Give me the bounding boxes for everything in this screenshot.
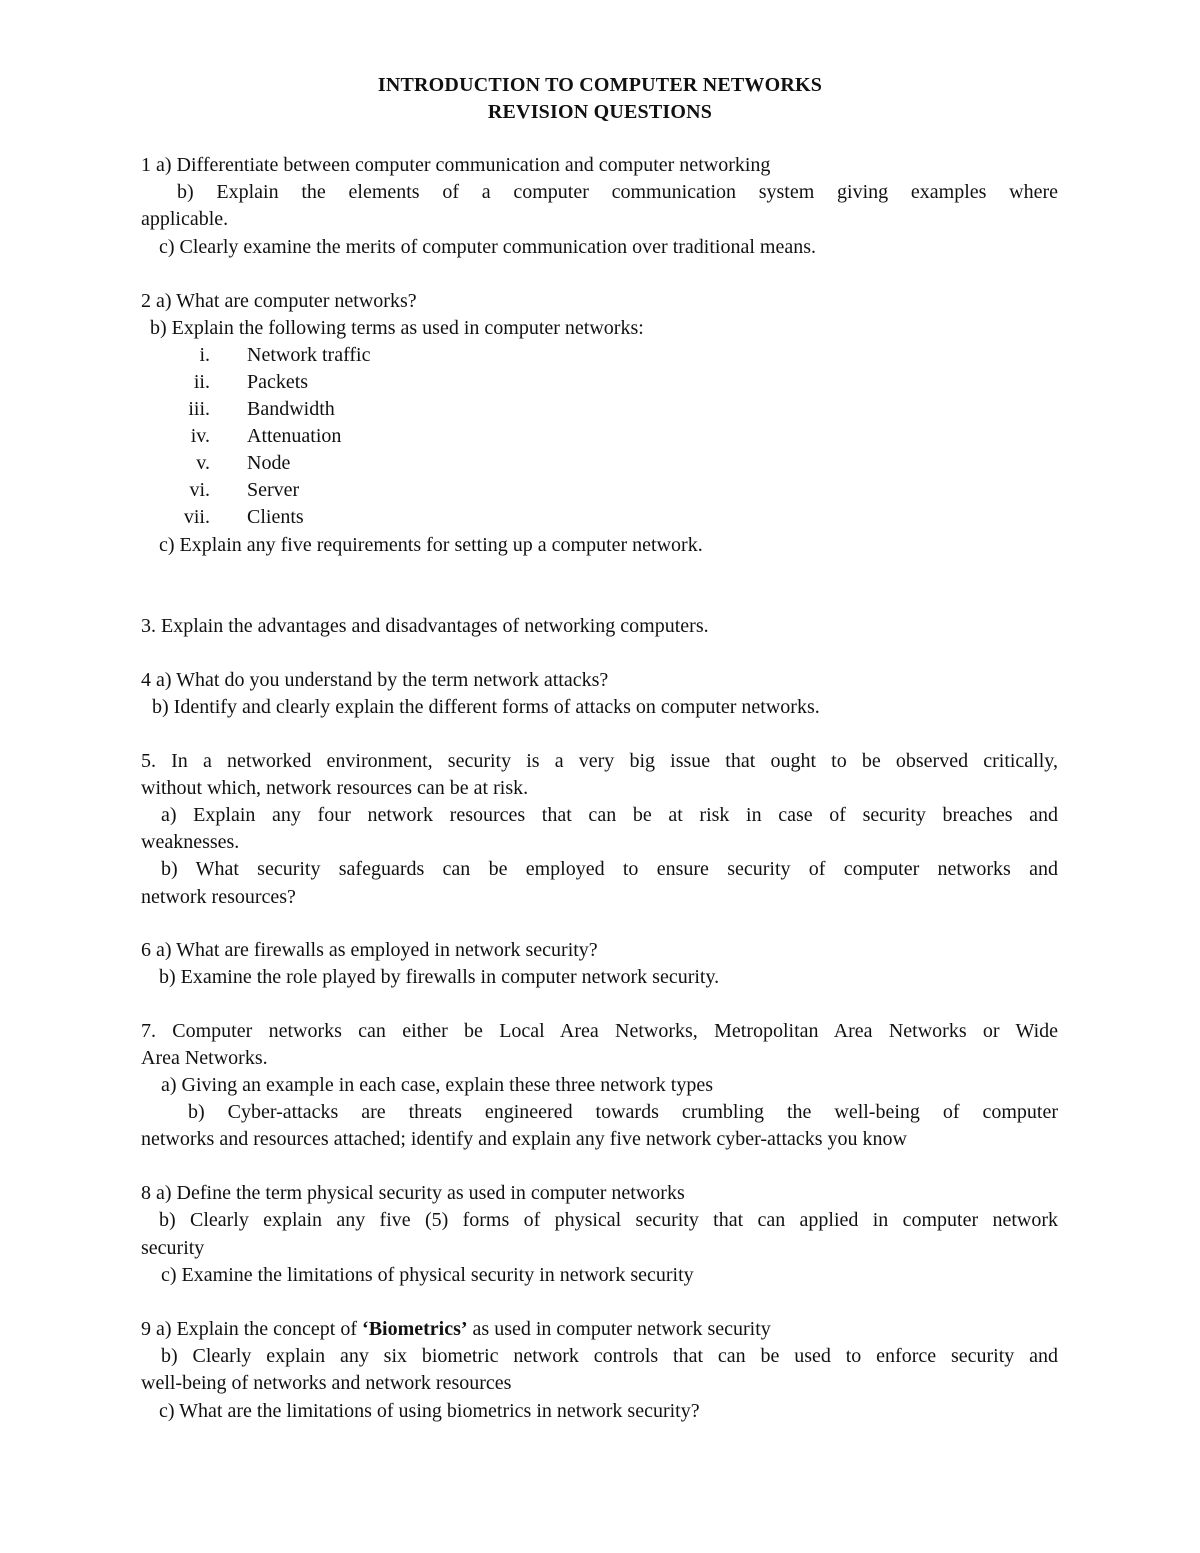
q9-part-b-line1: b) Clearly explain any six biometric network controls that can be used to enforce security and — [161, 1345, 1058, 1367]
term-number: i. — [199, 344, 210, 366]
term-text: Attenuation — [247, 425, 342, 447]
document-subtitle: REVISION QUESTIONS — [487, 101, 713, 123]
term-text: Packets — [247, 371, 309, 393]
q5-line2: without which, network resources can be at risk. — [141, 777, 529, 799]
q9-part-a — [141, 1316, 771, 1343]
q5-part-a-line2: weaknesses. — [141, 831, 240, 853]
q7-part-a: a) Giving an example in each case, explain these three network types — [161, 1074, 714, 1096]
term-number: iv. — [190, 425, 210, 447]
q7-part-b-line1: b) Cyber-attacks are threats engineered towards crumbling the well-being of computer — [188, 1101, 1058, 1123]
q9-part-b-line2: well-being of networks and network resources — [141, 1372, 512, 1394]
q8-part-a: 8 a) Define the term physical security as used in computer networks — [141, 1182, 685, 1204]
q7-line2: Area Networks. — [141, 1047, 268, 1069]
q5-part-b-line1: b) What security safeguards can be employed to ensure security of computer networks and — [161, 858, 1058, 880]
q5-part-b-line2: network resources? — [141, 886, 296, 908]
q2-part-c: c) Explain any five requirements for setting up a computer network. — [159, 534, 703, 556]
q1-part-a: 1 a) Differentiate between computer communication and computer networking — [141, 154, 771, 176]
term-number: ii. — [193, 371, 210, 393]
q1-part-b-line1: b) Explain the elements of a computer communication system giving examples where — [177, 181, 1058, 203]
q4-part-a: 4 a) What do you understand by the term network attacks? — [141, 669, 609, 691]
q3: 3. Explain the advantages and disadvantages of networking computers. — [141, 615, 709, 637]
document-title: INTRODUCTION TO COMPUTER NETWORKS — [377, 74, 823, 96]
q2-part-a: 2 a) What are computer networks? — [141, 290, 417, 312]
q4-part-b: b) Identify and clearly explain the different forms of attacks on computer networks. — [152, 696, 820, 718]
q2-part-b: b) Explain the following terms as used in computer networks: — [150, 317, 644, 339]
q5-part-a-line1: a) Explain any four network resources that can be at risk in case of security breaches and — [161, 804, 1058, 826]
q1-part-b-line2: applicable. — [141, 208, 229, 230]
q8-part-c: c) Examine the limitations of physical security in network security — [161, 1264, 694, 1286]
term-text: Clients — [247, 506, 304, 528]
q8-part-b-line1: b) Clearly explain any five (5) forms of physical security that can applied in computer network — [159, 1209, 1058, 1231]
q9-part-a-pre: 9 a) Explain the concept of — [141, 1318, 363, 1340]
q8-part-b-line2: security — [141, 1237, 205, 1259]
q7-part-b-line2: networks and resources attached; identify and explain any five network cyber-attacks you know — [141, 1128, 907, 1150]
biometrics-term: ‘Biometrics’ — [362, 1318, 468, 1340]
term-number: v. — [196, 452, 210, 474]
term-number: vii. — [183, 506, 210, 528]
term-text: Network traffic — [247, 344, 371, 366]
q7-line1: 7. Computer networks can either be Local Area Networks, Metropolitan Area Networks or Wide — [141, 1020, 1058, 1042]
q6-part-a: 6 a) What are firewalls as employed in network security? — [141, 939, 598, 961]
q1-part-c: c) Clearly examine the merits of computer communication over traditional means. — [159, 236, 817, 258]
term-text: Bandwidth — [247, 398, 335, 420]
q9-part-c: c) What are the limitations of using biometrics in network security? — [159, 1400, 700, 1422]
term-text: Server — [247, 479, 300, 501]
q5-line1: 5. In a networked environment, security is a very big issue that ought to be observed critically, — [141, 750, 1058, 772]
term-number: iii. — [188, 398, 210, 420]
term-number: vi. — [189, 479, 210, 501]
q9-part-a-post: as used in computer network security — [467, 1318, 771, 1340]
q6-part-b: b) Examine the role played by firewalls in computer network security. — [159, 966, 720, 988]
term-text: Node — [247, 452, 291, 474]
